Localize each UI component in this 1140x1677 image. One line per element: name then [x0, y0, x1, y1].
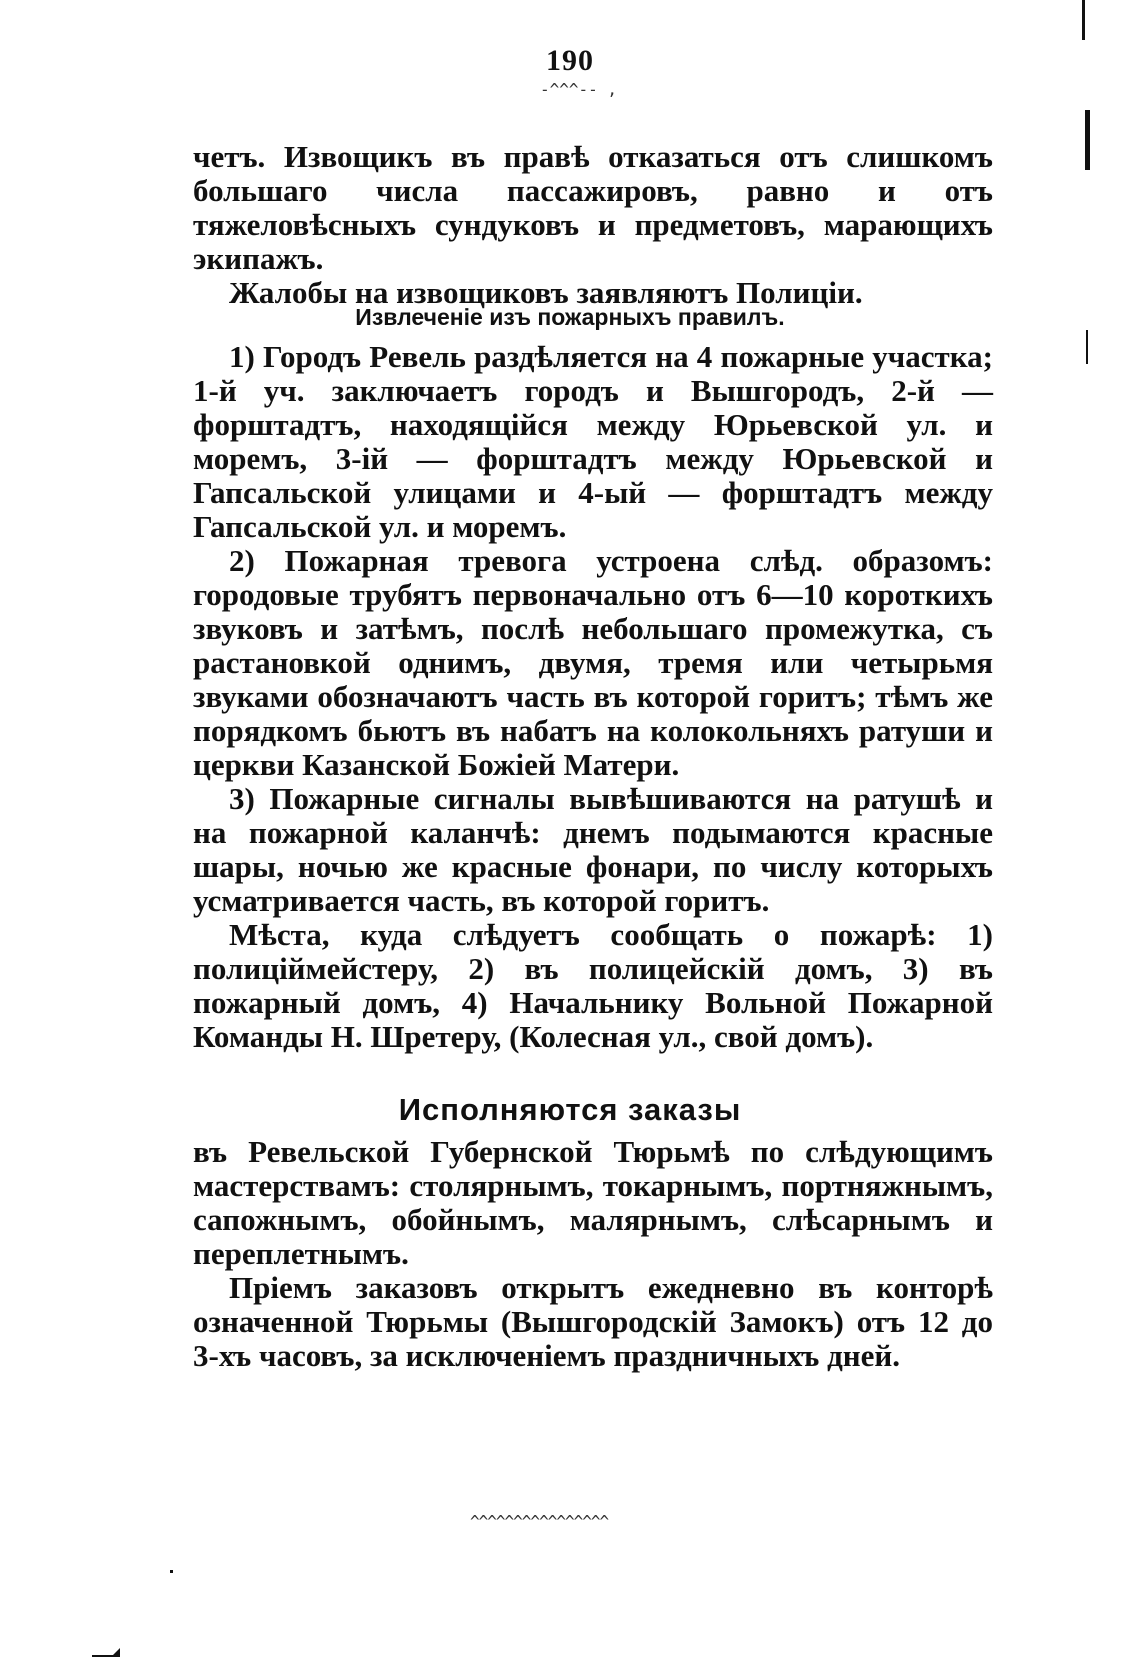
- fire-rules-paragraph-1: 1) Городъ Ревель раздѣляется на 4 пожарные участка; 1-й уч. заключаетъ городъ и Вышгородъ, 2-й — форштадтъ, находящійся между Юрьевской ул. и моремъ, 3-ій — форштадтъ между Юрьевской и Гапсальской улицами и 4-ый — форштадтъ между Гапсальской ул. и моремъ.: [193, 339, 993, 544]
- fire-rules-paragraph-4: Мѣста, куда слѣдуетъ сообщать о пожарѣ: 1) полиціймейстеру, 2) въ полицейскій домъ, 3) въ пожарный домъ, 4) Начальнику Вольной Пожарной Команды Н. Шретеру, (Колесная ул., свой домъ).: [193, 917, 993, 1054]
- bottom-ornament: ^^^^^^^^^^^^^^^^: [470, 1512, 609, 1531]
- carriage-rules-block: [193, 140, 993, 310]
- fire-rules-block: [193, 340, 993, 1054]
- orders-block: [193, 1135, 993, 1373]
- fire-rules-paragraph-2: 2) Пожарная тревога устроена слѣд. образомъ: городовые трубятъ первоначально отъ 6—10 короткихъ звуковъ и затѣмъ, послѣ небольшаго промежутка, съ растановкой однимъ, двумя, тремя или четырьмя звуками обозначаютъ часть въ которой горитъ; тѣмъ же порядкомъ бьютъ въ набатъ на колокольняхъ ратуши и церкви Казанской Божіей Матери.: [193, 543, 993, 782]
- margin-mark-top: [1082, 0, 1085, 40]
- margin-mark-middle: [1086, 330, 1088, 364]
- orders-heading: Исполняются заказы: [398, 1092, 742, 1127]
- carriage-rules-paragraph-1: четъ. Извощикъ въ правѣ отказаться отъ слишкомъ большаго числа пассажировъ, равно и отъ тяжеловѣсныхъ сундуковъ и предметовъ, марающихъ экипажъ.: [193, 139, 993, 276]
- fire-rules-heading: Извлеченіе изъ пожарныхъ правилъ.: [355, 304, 785, 330]
- margin-dot: [170, 1570, 173, 1573]
- corner-mark-icon: [90, 1640, 130, 1660]
- margin-mark-upper: [1085, 110, 1090, 170]
- orders-paragraph-1: въ Ревельской Губернской Тюрьмѣ по слѣдующимъ мастерствамъ: столярнымъ, токарнымъ, портняжнымъ, сапожнымъ, обойнымъ, малярнымъ, слѣсарнымъ и переплетнымъ.: [193, 1134, 993, 1271]
- top-ornament: -^^^-- ‚: [540, 80, 618, 99]
- page-number: 190: [546, 44, 594, 77]
- fire-rules-paragraph-3: 3) Пожарные сигналы вывѣшиваются на ратушѣ и на пожарной каланчѣ: днемъ подымаются красные шары, ночью же красные фонари, по числу которыхъ усматривается часть, въ которой горитъ.: [193, 781, 993, 918]
- orders-paragraph-2: Пріемъ заказовъ открытъ ежедневно въ конторѣ означенной Тюрьмы (Вышгородскій Замокъ) отъ 12 до 3-хъ часовъ, за исключеніемъ праздничныхъ дней.: [193, 1270, 993, 1373]
- carriage-rules-paragraph-2: Жалобы на извощиковъ заявляютъ Полиціи.: [229, 275, 863, 310]
